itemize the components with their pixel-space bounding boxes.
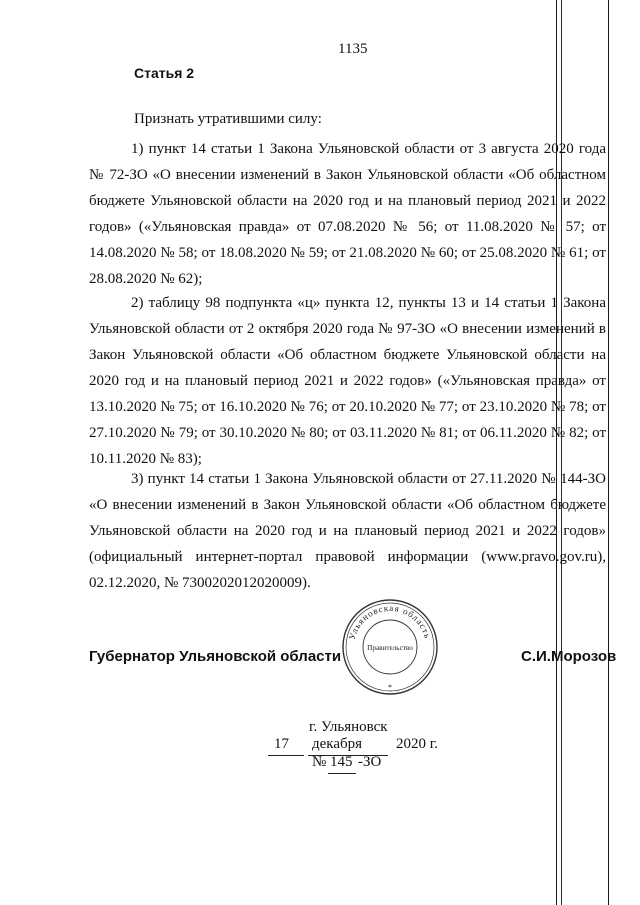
list-item-text: 1) пункт 14 статьи 1 Закона Ульяновской области от 3 августа 2020 года № 72-ЗО «О внесении изменений в Закон Ульяновской области «Об областном бюджете Ульяновской области на 2020 год и на плановый период 2021 и 2022 годов» («Ульяновская правда» от 07.08.2020 № 56; от 11.08.2020 № 57; от 14.08.2020 № 58; от 18.08.2020 № 59; от 21.08.2020 № 60; от 25.08.2020 № 61; от 28.08.2020 № 62); [89,141,606,287]
law-number-suffix: -ЗО [358,754,382,770]
list-item-text: 3) пункт 14 статьи 1 Закона Ульяновской области от 27.11.2020 № 144-ЗО «О внесении изменений в Закон Ульяновской области «Об областном бюджете Ульяновской области на 2020 год и на плановый период 2021 и 2022 годов» (официальный интернет-портал правовой информации (www.pravo.gov.ru), 02.12.2020, № 7300202012020009). [89,471,606,591]
list-item-text: 2) таблицу 98 подпункта «ц» пункта 12, пункты 13 и 14 статьи 1 Закона Ульяновской области от 2 октября 2020 года № 97-ЗО «О внесении изменений в Закон Ульяновской области «Об областном бюджете Ульяновской области на 2020 год и на плановый период 2021 и 2022 годов» («Ульяновская правда» от 13.10.2020 № 75; от 16.10.2020 № 76; от 20.10.2020 № 77; от 23.10.2020 № 78; от 27.10.2020 № 79; от 30.10.2020 № 80; от 03.11.2020 № 81; от 06.11.2020 № 82; от 10.11.2020 № 83); [89,295,606,467]
law-number-value: 145 [330,754,353,770]
signatory-name: С.И.Морозов [521,648,617,665]
official-seal-icon [340,597,440,697]
list-item [89,136,606,292]
signing-place: г. Ульяновск [309,719,388,735]
law-number-prefix: № [312,754,327,770]
scan-margin-line [608,0,609,905]
signatory-position: Губернатор Ульяновской области [89,648,342,665]
seal-star-icon: * [388,683,392,692]
seal-ring-text: Ульяновская область [346,602,434,641]
list-item [89,290,606,472]
seal-center-text: Правительство [367,644,413,652]
number-underline [328,773,356,774]
article-heading: Статья 2 [134,65,195,81]
date-month: декабря [312,736,363,752]
intro-text: Признать утратившими силу: [134,111,322,127]
date-year: 2020 г. [396,736,438,752]
svg-text:Ульяновская область [347,603,433,641]
page-number: 1135 [338,41,368,57]
date-underline [268,755,304,756]
list-item [89,466,606,596]
date-day: 17 [274,736,289,752]
